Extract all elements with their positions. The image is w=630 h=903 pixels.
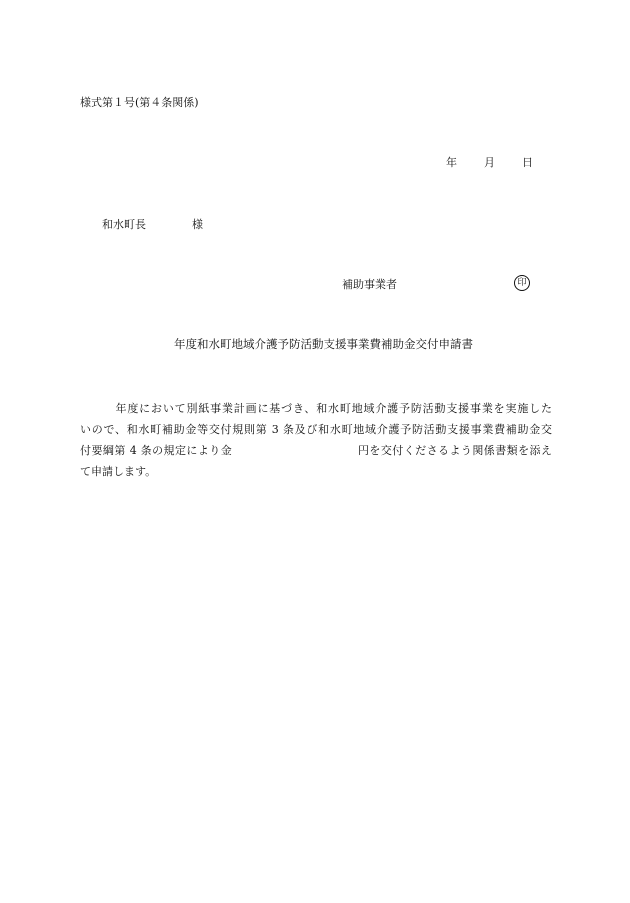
body-line: て申請します。: [80, 465, 157, 478]
addressee: [102, 219, 203, 230]
document-title: 年度和水町地域介護予防活動支援事業費補助金交付申請書: [174, 337, 473, 351]
addressee-honorific: 様: [192, 218, 203, 231]
date-year-label: 年: [446, 156, 457, 169]
date-line: [446, 157, 533, 168]
addressee-name: 和水町長: [102, 218, 146, 231]
body-line: いので、和水町補助金等交付規則第 3 条及び和水町地域介護予防活動支援事業費補助金交: [80, 423, 552, 436]
seal-mark: 印: [514, 275, 530, 291]
body-line: 年度において別紙事業計画に基づき、和水町地域介護予防活動支援事業を実施した: [80, 402, 552, 415]
date-day-label: 日: [522, 156, 533, 169]
applicant-label: 補助事業者: [342, 278, 397, 291]
body-line: 付要綱第 4 条の規定により金 円を交付くださるよう関係書類を添え: [80, 444, 552, 457]
date-month-label: 月: [484, 156, 495, 169]
body-paragraph: [80, 398, 552, 482]
form-number-label: 様式第１号(第４条関係): [80, 96, 199, 109]
